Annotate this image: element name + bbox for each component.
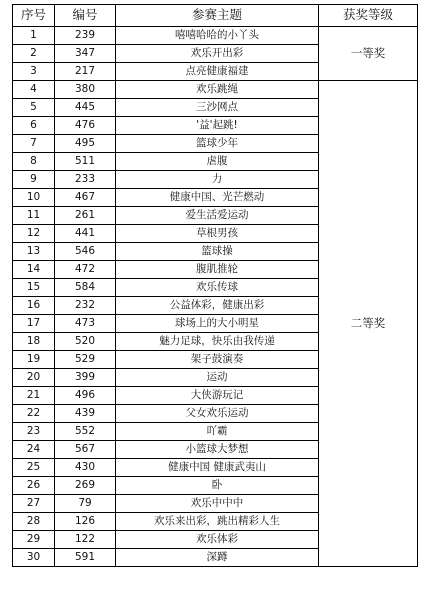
seq-cell: 13 xyxy=(13,243,55,261)
number-cell: 399 xyxy=(55,369,116,387)
seq-cell: 4 xyxy=(13,81,55,99)
number-cell: 467 xyxy=(55,189,116,207)
seq-cell: 17 xyxy=(13,315,55,333)
theme-cell: 吖霸 xyxy=(116,423,319,441)
theme-cell: 大侠游玩记 xyxy=(116,387,319,405)
seq-cell: 29 xyxy=(13,531,55,549)
seq-cell: 18 xyxy=(13,333,55,351)
seq-cell: 14 xyxy=(13,261,55,279)
number-cell: 511 xyxy=(55,153,116,171)
number-cell: 546 xyxy=(55,243,116,261)
number-cell: 552 xyxy=(55,423,116,441)
seq-cell: 30 xyxy=(13,549,55,567)
theme-cell: 小篮球大梦想 xyxy=(116,441,319,459)
number-cell: 529 xyxy=(55,351,116,369)
number-cell: 79 xyxy=(55,495,116,513)
number-cell: 217 xyxy=(55,63,116,81)
theme-cell: '益'起跳! xyxy=(116,117,319,135)
theme-cell: 球场上的大小明星 xyxy=(116,315,319,333)
theme-cell: 公益体彩，健康出彩 xyxy=(116,297,319,315)
number-cell: 445 xyxy=(55,99,116,117)
seq-cell: 25 xyxy=(13,459,55,477)
theme-cell: 三沙网点 xyxy=(116,99,319,117)
header-theme: 参赛主题 xyxy=(116,5,319,27)
number-cell: 269 xyxy=(55,477,116,495)
theme-cell: 欢乐传球 xyxy=(116,279,319,297)
seq-cell: 6 xyxy=(13,117,55,135)
theme-cell: 卧 xyxy=(116,477,319,495)
seq-cell: 15 xyxy=(13,279,55,297)
theme-cell: 篮球少年 xyxy=(116,135,319,153)
seq-cell: 10 xyxy=(13,189,55,207)
theme-cell: 草根男孩 xyxy=(116,225,319,243)
number-cell: 441 xyxy=(55,225,116,243)
number-cell: 232 xyxy=(55,297,116,315)
seq-cell: 20 xyxy=(13,369,55,387)
theme-cell: 欢乐体彩 xyxy=(116,531,319,549)
number-cell: 476 xyxy=(55,117,116,135)
seq-cell: 7 xyxy=(13,135,55,153)
number-cell: 439 xyxy=(55,405,116,423)
header-seq: 序号 xyxy=(13,5,55,27)
header-number: 编号 xyxy=(55,5,116,27)
seq-cell: 9 xyxy=(13,171,55,189)
number-cell: 520 xyxy=(55,333,116,351)
seq-cell: 11 xyxy=(13,207,55,225)
seq-cell: 3 xyxy=(13,63,55,81)
number-cell: 567 xyxy=(55,441,116,459)
seq-cell: 28 xyxy=(13,513,55,531)
theme-cell: 深蹲 xyxy=(116,549,319,567)
award-level-cell: 一等奖 xyxy=(319,27,418,81)
seq-cell: 26 xyxy=(13,477,55,495)
seq-cell: 5 xyxy=(13,99,55,117)
theme-cell: 架子鼓演奏 xyxy=(116,351,319,369)
theme-cell: 虐腹 xyxy=(116,153,319,171)
award-results-table xyxy=(12,4,418,567)
seq-cell: 27 xyxy=(13,495,55,513)
number-cell: 472 xyxy=(55,261,116,279)
number-cell: 239 xyxy=(55,27,116,45)
seq-cell: 1 xyxy=(13,27,55,45)
seq-cell: 16 xyxy=(13,297,55,315)
number-cell: 591 xyxy=(55,549,116,567)
number-cell: 261 xyxy=(55,207,116,225)
number-cell: 430 xyxy=(55,459,116,477)
award-level-cell: 二等奖 xyxy=(319,81,418,567)
number-cell: 126 xyxy=(55,513,116,531)
theme-cell: 欢乐中中中 xyxy=(116,495,319,513)
theme-cell: 力 xyxy=(116,171,319,189)
header-row xyxy=(13,5,418,27)
theme-cell: 爱生活爱运动 xyxy=(116,207,319,225)
theme-cell: 父女欢乐运动 xyxy=(116,405,319,423)
theme-cell: 欢乐跳绳 xyxy=(116,81,319,99)
theme-cell: 健康中国、光芒燃动 xyxy=(116,189,319,207)
table-row xyxy=(13,81,418,99)
table-row xyxy=(13,27,418,45)
seq-cell: 24 xyxy=(13,441,55,459)
theme-cell: 欢乐开出彩 xyxy=(116,45,319,63)
number-cell: 495 xyxy=(55,135,116,153)
number-cell: 122 xyxy=(55,531,116,549)
theme-cell: 嘻嘻哈哈的小丫头 xyxy=(116,27,319,45)
seq-cell: 22 xyxy=(13,405,55,423)
theme-cell: 魅力足球，快乐由我传递 xyxy=(116,333,319,351)
header-award-level: 获奖等级 xyxy=(319,5,418,27)
seq-cell: 2 xyxy=(13,45,55,63)
seq-cell: 19 xyxy=(13,351,55,369)
theme-cell: 健康中国 健康武夷山 xyxy=(116,459,319,477)
number-cell: 584 xyxy=(55,279,116,297)
theme-cell: 点亮健康福建 xyxy=(116,63,319,81)
theme-cell: 腹肌推轮 xyxy=(116,261,319,279)
table-body xyxy=(13,27,418,567)
seq-cell: 23 xyxy=(13,423,55,441)
theme-cell: 篮球操 xyxy=(116,243,319,261)
number-cell: 233 xyxy=(55,171,116,189)
seq-cell: 12 xyxy=(13,225,55,243)
theme-cell: 运动 xyxy=(116,369,319,387)
number-cell: 347 xyxy=(55,45,116,63)
number-cell: 380 xyxy=(55,81,116,99)
theme-cell: 欢乐来出彩，跳出精彩人生 xyxy=(116,513,319,531)
number-cell: 473 xyxy=(55,315,116,333)
seq-cell: 8 xyxy=(13,153,55,171)
seq-cell: 21 xyxy=(13,387,55,405)
number-cell: 496 xyxy=(55,387,116,405)
